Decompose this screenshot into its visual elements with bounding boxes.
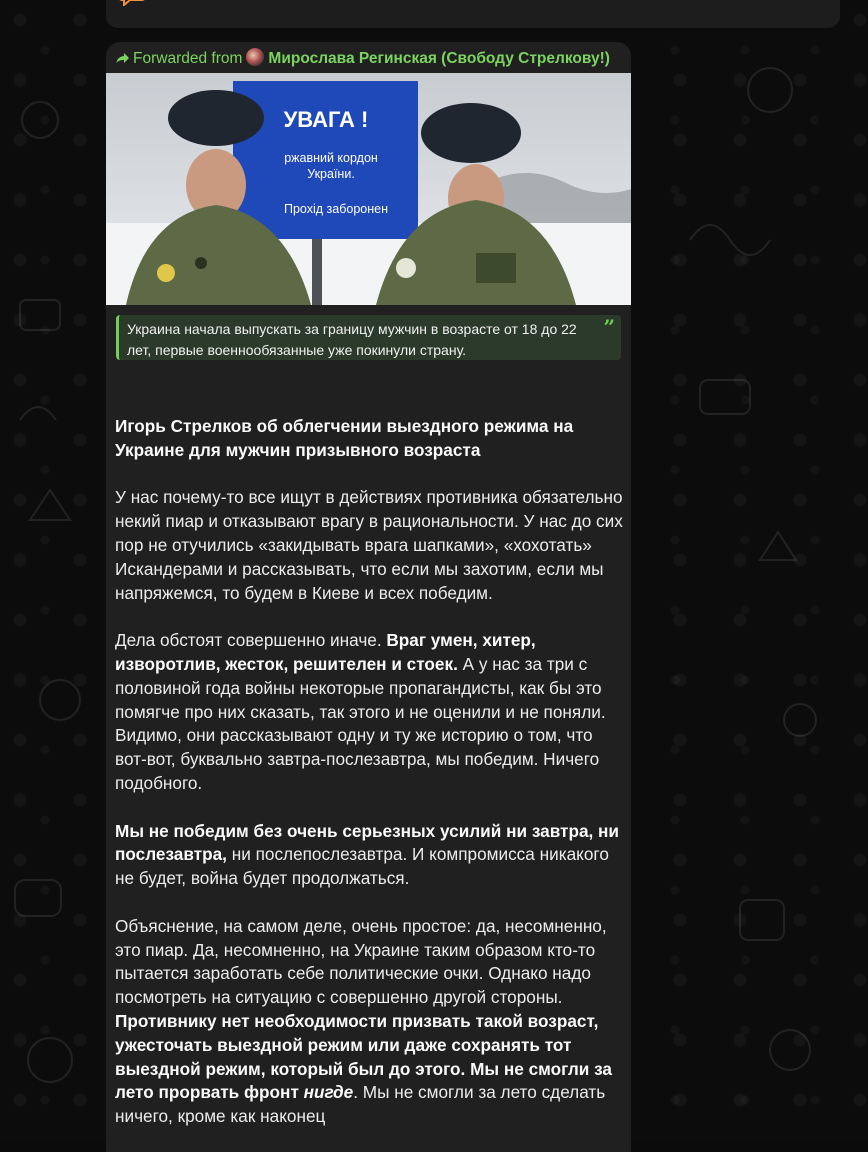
paragraph-2-text-a: Дела обстоят совершенно иначе.: [115, 630, 387, 651]
message-text: [115, 415, 625, 1152]
photo-caption-quote: [116, 315, 621, 360]
paragraph-3-text: ни послепослезавтра. И компромисса никакого не будет, война будет продолжаться.: [115, 844, 609, 889]
comment-icon: [118, 0, 146, 6]
message-bubble[interactable]: [106, 42, 631, 1152]
paragraph-1: У нас почему-то все ищут в действиях противника обязательно некий пиар и отказывают врагу в рациональности. У нас до сих пор не отучились «закидывать врага шапками», «хохотать» Искандерами и рассказывать, что если мы захотим, если мы напряжемся, то будем в Киеве и всех победим.: [115, 487, 623, 603]
paragraph-3: [115, 820, 625, 891]
sign-text-1: УВАГА !: [283, 107, 369, 132]
paragraph-4-text-d: . Мы не смогли за лето сделать ничего, кроме как наконец: [115, 1082, 606, 1127]
message-title: Игорь Стрелков об облегчении выездного режима на Украине для мужчин призывного возраста: [115, 416, 574, 460]
sign-text-3: України.: [307, 167, 355, 181]
paragraph-3-bold: Мы не победим без очень серьезных усилий ни завтра, ни послезавтра,: [115, 820, 620, 865]
quote-icon: ”: [603, 315, 615, 339]
forwarded-header[interactable]: [116, 48, 610, 68]
channel-avatar[interactable]: [246, 48, 264, 66]
paragraph-2-bold: Враг умен, хитер, изворотлив, жесток, решителен и стоек.: [115, 630, 536, 674]
message-photo[interactable]: [106, 73, 631, 305]
forwarded-source-name[interactable]: Мирослава Регинская (Свободу Стрелкову!): [268, 50, 610, 67]
paragraph-4-italic: нигде: [303, 1082, 354, 1103]
sign-text-2: ржавний кордон: [284, 151, 378, 165]
paragraph-2: [115, 629, 625, 796]
paragraph-4-bold: Противнику нет необходимости призвать такой возраст, ужесточать выездной режим или даже сохранять тот выездной режим, который был до этого. Мы не смогли за лето прорвать фронт: [115, 1010, 612, 1103]
forward-arrow-icon: [116, 52, 130, 64]
caption-text: Украина начала выпускать за границу мужчин в возрасте от 18 до 22 лет, первые военнообязанные уже покинули страну.: [127, 321, 577, 358]
forwarded-prefix: Forwarded from: [133, 50, 243, 67]
paragraph-2-text-c: А у нас за три с половиной года войны некоторые пропагандисты, как бы это помягче про них сказать, так этого и не оценили и не поняли. Видимо, они рассказывают одну и ту же историю о том, что вот-вот, буквально завтра-послезавтра, мы победим. Ничего подобного.: [115, 653, 606, 793]
previous-message-footer[interactable]: [106, 0, 840, 28]
paragraph-4: [115, 915, 625, 1129]
paragraph-4-text-a: Объяснение, на самом деле, очень простое: да, несомненно, это пиар. Да, несомненно, на Украине таким образом кто-то пытается заработать себе политические очки. Однако надо посмотреть на ситуацию с совершенно другой стороны.: [115, 915, 607, 1008]
sign-text-4: Прохід заборонен: [284, 202, 388, 216]
